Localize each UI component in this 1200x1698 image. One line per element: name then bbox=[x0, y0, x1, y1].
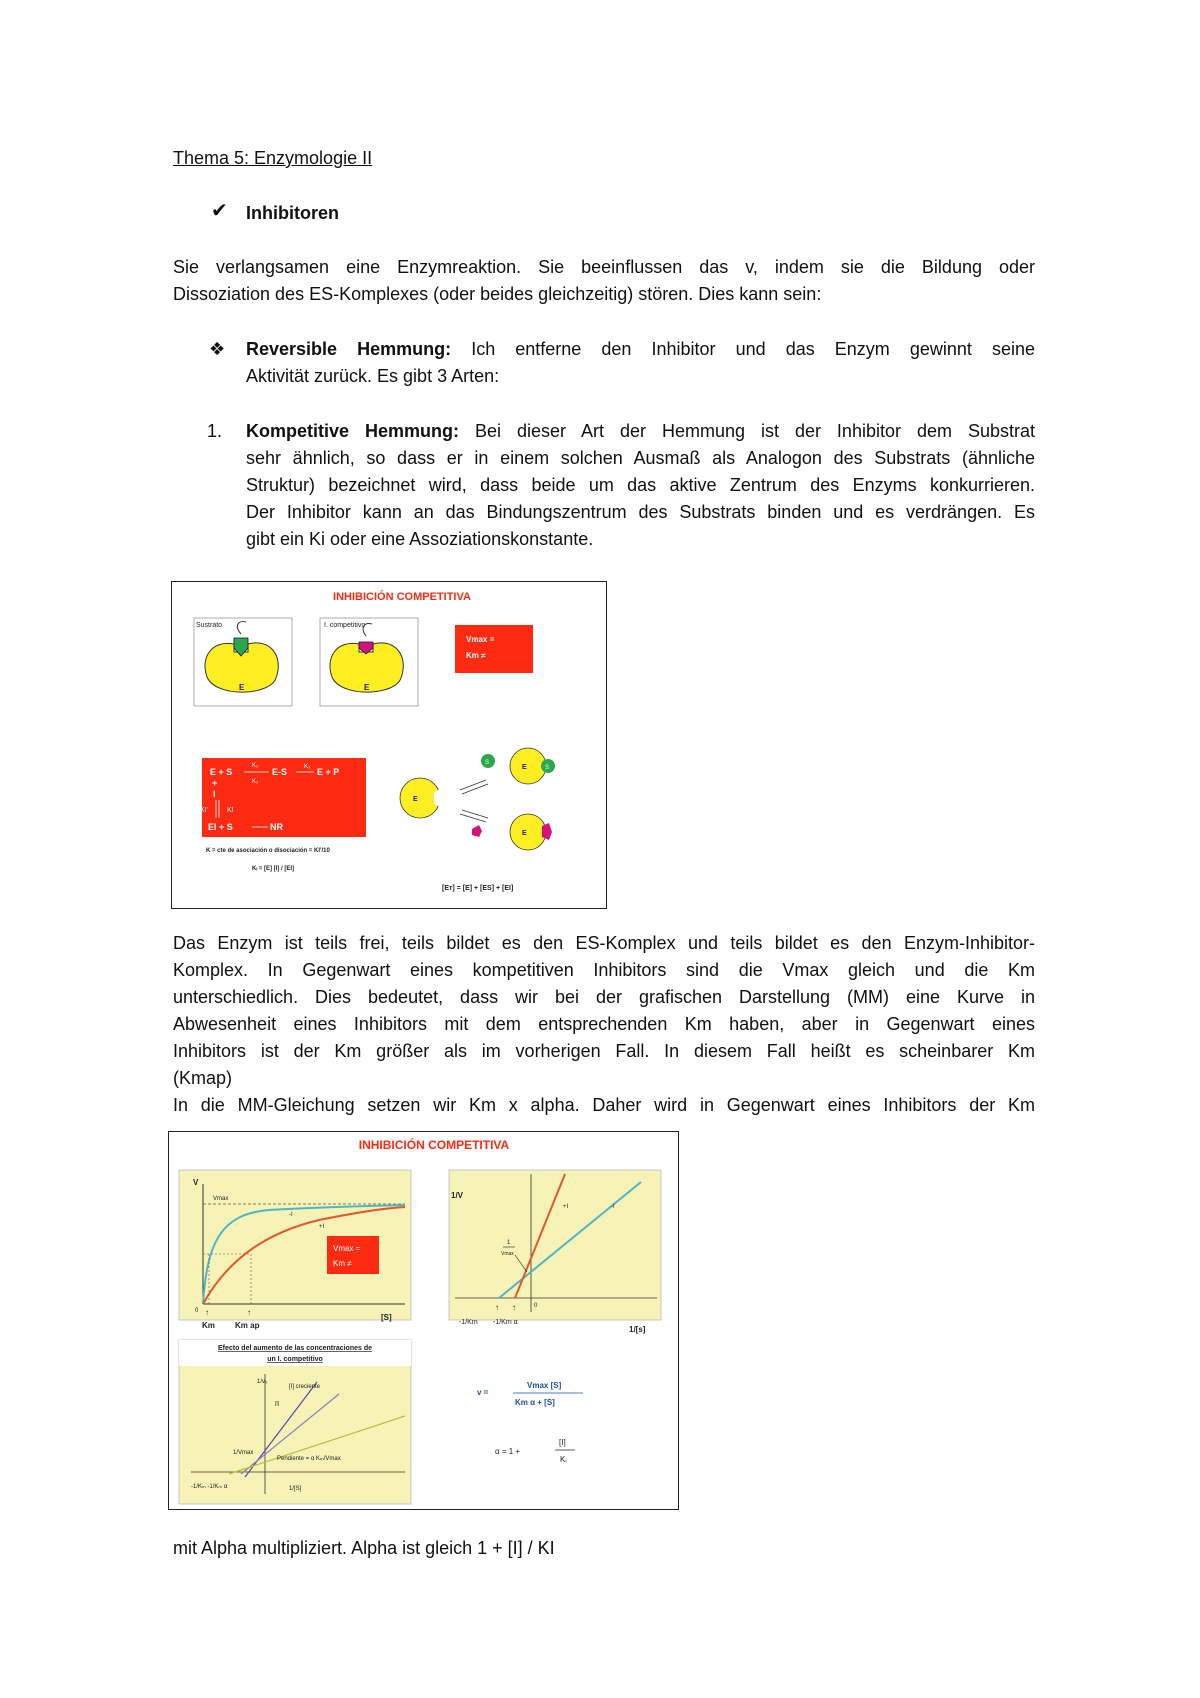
ei-complex-enzyme bbox=[510, 814, 546, 850]
eq-denominator: Km α + [S] bbox=[515, 1398, 555, 1407]
scheme-k3: K₃ bbox=[304, 764, 311, 770]
effect-title-line2: un I. competitivo bbox=[267, 1356, 323, 1363]
enzyme-balance: [Eᴛ] = [E] + [ES] + [EI] bbox=[442, 885, 514, 892]
reversible-text: Ich entferne den Inhibitor und das Enzym gewinnt seine bbox=[451, 339, 1035, 359]
checkmark-icon: ✔ bbox=[211, 200, 228, 222]
scheme-k2: K₂ bbox=[252, 779, 259, 785]
substrate-s-label: S bbox=[485, 760, 490, 766]
substrate-s-label: S bbox=[545, 765, 550, 771]
explanation-line: Inhibitors ist der Km größer als im vorherigen Fall. In diesem Fall heißt es scheinbarer Km bbox=[173, 1041, 1035, 1061]
explanation-line: Das Enzym ist teils frei, teils bildet es den ES-Komplex und teils bildet es den Enzym-Inhibitor- bbox=[173, 933, 1035, 953]
eq-alpha: α = 1 + bbox=[495, 1447, 521, 1456]
lb-label-plus: +I bbox=[563, 1204, 569, 1210]
competitive-line: Struktur) bezeichnet wird, dass beide um das aktive Zentrum des Enzyms konkurrieren. bbox=[246, 475, 1035, 495]
bound-inhibitor bbox=[542, 823, 552, 840]
mm-origin: 0 bbox=[195, 1308, 199, 1314]
mm-box-vmax: Vmax = bbox=[333, 1244, 361, 1253]
intro-paragraph bbox=[173, 254, 1035, 308]
figure-competitive-scheme bbox=[171, 581, 607, 909]
effect-x-label: 1/[S] bbox=[289, 1486, 302, 1492]
effect-slope: Pendiente = α Kₘ/Vmax bbox=[277, 1456, 341, 1462]
explanation-line: Abwesenheit eines Inhibitors mit dem entsprechenden Km haben, aber in Gegenwart eines bbox=[173, 1014, 1035, 1034]
lb-kma-arrow-icon: ↑ bbox=[512, 1303, 516, 1312]
lb-one: 1 bbox=[507, 1240, 511, 1246]
figure-competitive-graphs bbox=[168, 1131, 679, 1510]
note-ki: Kᵢ = [E] [I] / [EI] bbox=[252, 866, 295, 872]
effect-1vmax: 1/Vmax bbox=[233, 1450, 254, 1456]
scheme-ep: E + P bbox=[317, 767, 340, 777]
box-km: Km ≠ bbox=[466, 651, 486, 660]
competitive-line: gibt ein Ki oder eine Assoziationskonstante. bbox=[246, 529, 594, 549]
mm-vmax-km-box bbox=[327, 1236, 379, 1274]
scheme-plus: + bbox=[212, 778, 218, 788]
equilibrium-arrow bbox=[462, 810, 488, 818]
reversible-paragraph bbox=[246, 336, 1035, 390]
scheme-e-s: E + S bbox=[210, 767, 233, 777]
reversible-line bbox=[246, 336, 1035, 363]
mm-vmax-label: Vmax bbox=[213, 1196, 229, 1202]
competitive-line: Der Inhibitor kann an das Bindungszentrum des Substrats binden und es verdrängen. Es bbox=[246, 502, 1035, 522]
equilibrium-arrow bbox=[460, 814, 486, 822]
eq-alpha-num: [I] bbox=[559, 1438, 566, 1447]
scheme-es: E-S bbox=[272, 767, 288, 777]
explanation-line: unterschiedlich. Dies bedeutet, dass wir bei der grafischen Darstellung (MM) eine Kurve in bbox=[173, 987, 1035, 1007]
eq-numerator: Vmax [S] bbox=[527, 1381, 562, 1390]
lb-label-minus: -I bbox=[611, 1204, 615, 1210]
effect-neg-labels: -1/Kₘ -1/Kₘ α bbox=[191, 1484, 228, 1490]
mm-x-label: [S] bbox=[381, 1313, 392, 1322]
km-arrow-icon: ↑ bbox=[205, 1308, 209, 1317]
mm-kmap-label: Km ap bbox=[235, 1321, 260, 1330]
lb-y-label: 1/V bbox=[451, 1191, 464, 1200]
enzyme-label: E bbox=[364, 683, 370, 692]
lb-neg-km: -1/Km bbox=[459, 1319, 478, 1326]
enzyme-label: E bbox=[522, 830, 527, 837]
enzyme-label: E bbox=[239, 683, 245, 692]
inhibitor-molecule bbox=[472, 825, 482, 837]
explanation-line: In die MM-Gleichung setzen wir Km x alpha. Daher wird in Gegenwart eines Inhibitors der Km bbox=[173, 1095, 1035, 1115]
equilibrium-arrow bbox=[462, 784, 488, 794]
enzyme-label: E bbox=[413, 796, 418, 803]
explanation-paragraph bbox=[173, 930, 1035, 1119]
kmap-arrow-icon: ↑ bbox=[247, 1308, 251, 1317]
scheme-ki-prime: KI' bbox=[200, 807, 208, 814]
lb-x-label: 1/[s] bbox=[629, 1325, 646, 1334]
curve-label-noI: -I bbox=[289, 1212, 293, 1218]
label-inhibitor: I. competitivo bbox=[324, 622, 366, 629]
curve-label-I: +I bbox=[319, 1224, 325, 1230]
lb-neg-kma: -1/Km α bbox=[493, 1319, 518, 1326]
scheme-ki: KI bbox=[227, 807, 234, 814]
eq-alpha-den: Kᵢ bbox=[560, 1455, 567, 1464]
figure-1-svg bbox=[172, 582, 606, 908]
figure-2-svg bbox=[169, 1132, 678, 1509]
mm-km-label: Km bbox=[202, 1321, 215, 1330]
scheme-nr: NR bbox=[270, 822, 283, 832]
scheme-inhibitor: I bbox=[213, 789, 216, 799]
competitive-line bbox=[246, 418, 1035, 445]
page-title: Thema 5: Enzymologie II bbox=[173, 148, 373, 168]
scheme-ei-s: EI + S bbox=[208, 822, 233, 832]
figure-1-title: INHIBICIÓN COMPETITIVA bbox=[333, 591, 471, 603]
explanation-line: Komplex. In Gegenwart eines kompetitiven Inhibitors sind die Vmax gleich und die Km bbox=[173, 960, 1035, 980]
effect-y-label: 1/v₀ bbox=[257, 1379, 268, 1385]
note-constant: K = cte de asociación o disociación = KI'/10 bbox=[206, 848, 330, 854]
effect-arrow-label: [I] bbox=[275, 1401, 280, 1407]
effect-title-line1: Efecto del aumento de las concentraciones de bbox=[217, 1345, 373, 1352]
competitive-text: Bei dieser Art der Hemmung ist der Inhibitor dem Substrat bbox=[459, 421, 1035, 441]
equilibrium-arrow bbox=[460, 780, 486, 790]
es-complex-enzyme bbox=[510, 748, 546, 784]
list-number: 1. bbox=[207, 421, 223, 441]
intro-line: Sie verlangsamen eine Enzymreaktion. Sie beeinflussen das v, indem sie die Bildung oder bbox=[173, 257, 1035, 277]
explanation-line: (Kmap) bbox=[173, 1068, 233, 1088]
competitive-term: Kompetitive Hemmung: bbox=[246, 421, 459, 441]
box-vmax: Vmax = bbox=[466, 635, 495, 644]
reversible-line: Aktivität zurück. Es gibt 3 Arten: bbox=[246, 366, 500, 386]
mm-box-km: Km ≠ bbox=[333, 1259, 352, 1268]
competitive-paragraph bbox=[246, 418, 1035, 553]
figure-2-title: INHIBICIÓN COMPETITIVA bbox=[358, 1138, 510, 1152]
eq-v: v = bbox=[477, 1388, 489, 1397]
label-substrate: Sustrato bbox=[196, 622, 223, 629]
vmax-km-box bbox=[455, 625, 533, 673]
section-heading: Inhibitoren bbox=[246, 203, 339, 223]
enzyme-label: E bbox=[522, 764, 527, 771]
scheme-k1: K₁ bbox=[252, 763, 259, 769]
intro-line: Dissoziation des ES-Komplexes (oder beides gleichzeitig) stören. Dies kann sein: bbox=[173, 284, 822, 304]
mm-y-label: V bbox=[193, 1178, 199, 1187]
diamond-bullet-icon: ❖ bbox=[209, 339, 226, 359]
lb-vmax: Vmax bbox=[501, 1251, 514, 1257]
lb-km-arrow-icon: ↑ bbox=[495, 1303, 499, 1312]
competitive-line: sehr ähnlich, so dass er in einem solchen Ausmaß als Analogon des Substrats (ähnliche bbox=[246, 448, 1035, 468]
reversible-term: Reversible Hemmung: bbox=[246, 339, 452, 359]
alpha-paragraph: mit Alpha multipliziert. Alpha ist gleich 1 + [I] / KI bbox=[173, 1538, 555, 1558]
effect-increasing: [I] creciente bbox=[289, 1384, 321, 1390]
lb-zero: 0 bbox=[534, 1303, 538, 1309]
